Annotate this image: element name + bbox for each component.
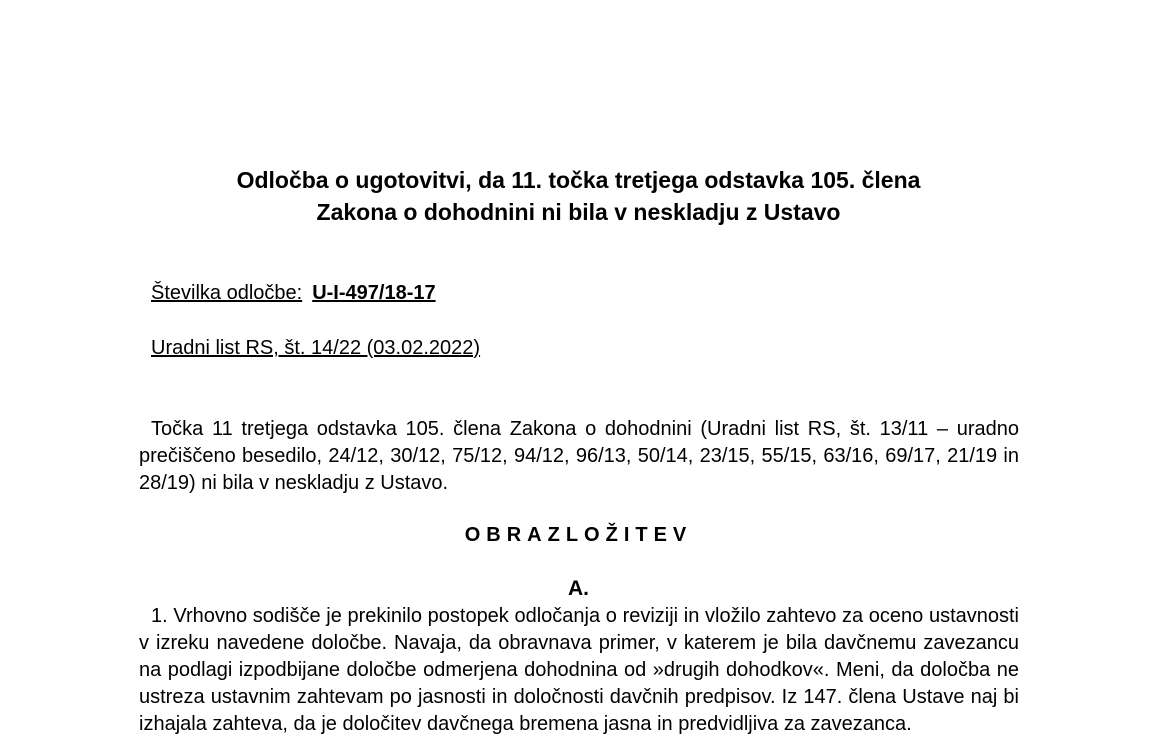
gazette-reference: Uradni list RS, št. 14/22 (03.02.2022) <box>151 337 481 359</box>
title-line-2: Zakona o dohodnini ni bila v neskladju z Ustavo <box>316 199 841 225</box>
paragraph-1: 1. Vrhovno sodišče je prekinilo postopek odločanja o reviziji in vložilo zahtevo za oceno ustavnosti v izreku navedene določbe. Navaja, da obravnava primer, v katerem je bila davčnemu zavezancu na podlagi izpodbijane določbe odmerjena dohodnina od »drugih dohodkov«. Meni, da določba ne ustreza ustavnim zahtevam po jasnosti in določnosti davčnih predpisov. Iz 147. člena Ustave naj bi izhajala zahteva, da je določitev davčnega bremena jasna in predvidljiva za zavezanca. <box>139 605 1019 735</box>
decision-number: U-I-497/18-17 <box>312 282 436 304</box>
decision-number-line <box>151 282 436 305</box>
operative-text: Točka 11 tretjega odstavka 105. člena Zakona o dohodnini (Uradni list RS, št. 13/11 – uradno prečiščeno besedilo, 24/12, 30/12, 75/12, 94/12, 96/13, 50/14, 23/15, 55/15, 63/16, 69/17, 21/19 in 28/19) ni bila v neskladju z Ustavo. <box>139 418 1019 494</box>
decision-label: Številka odločbe: <box>151 282 303 304</box>
title-line-1: Odločba o ugotovitvi, da 11. točka tretjega odstavka 105. člena <box>236 167 921 193</box>
reasoning-heading: OBRAZLOŽITEV <box>464 524 693 546</box>
document-title <box>0 164 1157 228</box>
section-a-heading: A. <box>568 577 589 600</box>
